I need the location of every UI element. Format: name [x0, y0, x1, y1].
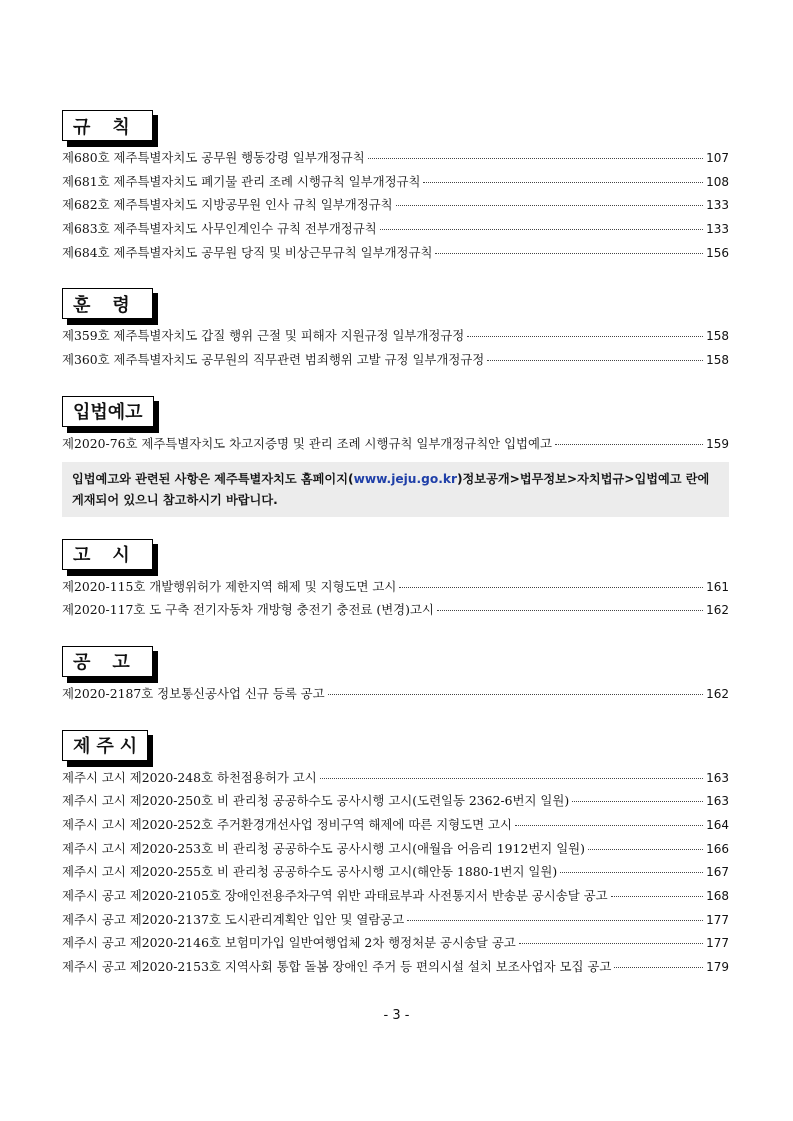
list-item[interactable]: 제2020-2187호 정보통신공사업 신규 등록 공고 162 [62, 685, 729, 701]
section-jeju-city [62, 730, 729, 981]
list-item[interactable]: 제683호 제주특별자치도 사무인계인수 규칙 전부개정규칙 133 [62, 221, 729, 237]
section-heading: 입법예고 [62, 396, 154, 428]
section-directives [62, 288, 729, 373]
list-item[interactable]: 제주시 고시 제2020-253호 비 관리청 공공하수도 공사시행 고시(애월읍 어음리 1912번지 일원) 166 [62, 840, 729, 856]
list-item[interactable]: 제682호 제주특별자치도 지방공무원 인사 규칙 일부개정규칙 133 [62, 197, 729, 213]
list-item[interactable]: 제주시 공고 제2020-2146호 보험미가입 일반여행업체 2차 행정처분 공시송달 공고 177 [62, 935, 729, 951]
section-heading: 규칙 [62, 110, 153, 142]
section-heading: 공고 [62, 646, 153, 678]
list-item[interactable]: 제주시 고시 제2020-250호 비 관리청 공공하수도 공사시행 고시(도련일동 2362-6번지 일원) 163 [62, 793, 729, 809]
list-item[interactable]: 제주시 고시 제2020-255호 비 관리청 공공하수도 공사시행 고시(해안동 1880-1번지 일원) 167 [62, 864, 729, 880]
section-rules [62, 110, 729, 266]
list-item[interactable]: 제681호 제주특별자치도 폐기물 관리 조례 시행규칙 일부개정규칙 108 [62, 173, 729, 189]
list-item[interactable]: 제주시 공고 제2020-2153호 지역사회 통합 돌봄 장애인 주거 등 편의시설 설치 보조사업자 모집 공고 179 [62, 959, 729, 975]
list-item[interactable]: 제2020-117호 도 구축 전기자동차 개방형 충전기 충전료 (변경)고시 162 [62, 602, 729, 618]
section-heading: 제주시 [62, 730, 148, 762]
list-item[interactable]: 제주시 공고 제2020-2137호 도시관리계획안 입안 및 열람공고 177 [62, 911, 729, 927]
list-item[interactable]: 제680호 제주특별자치도 공무원 행동강령 일부개정규칙 107 [62, 150, 729, 165]
list-item[interactable]: 제684호 제주특별자치도 공무원 당직 및 비상근무규칙 일부개정규칙 156 [62, 244, 729, 260]
list-item[interactable]: 제2020-76호 제주특별자치도 차고지증명 및 관리 조례 시행규칙 일부개정규칙안 입법예고 159 [62, 435, 729, 451]
page-number: - 3 - [383, 1008, 410, 1023]
list-item[interactable]: 제360호 제주특별자치도 공무원의 직무관련 범죄행위 고발 규정 일부개정규정 158 [62, 352, 729, 368]
section-public-notices [62, 646, 729, 708]
table-of-contents [62, 110, 729, 1003]
homepage-link[interactable]: www.jeju.go.kr [353, 471, 457, 486]
list-item[interactable]: 제주시 고시 제2020-248호 하천점용허가 고시 163 [62, 769, 729, 785]
list-item[interactable]: 제주시 공고 제2020-2105호 장애인전용주차구역 위반 과태료부과 사전통지서 반송분 공시송달 공고 168 [62, 888, 729, 903]
section-heading: 훈령 [62, 288, 153, 320]
list-item[interactable]: 제359호 제주특별자치도 갑질 행위 근절 및 피해자 지원규정 일부개정규정 158 [62, 328, 729, 344]
section-announcements [62, 539, 729, 624]
notice-box: 입법예고와 관련된 사항은 제주특별자치도 홈페이지(www.jeju.go.kr)정보공개>법무정보>자치법규>입법예고 란에 게재되어 있으니 참고하시기 바랍니다. [62, 462, 729, 517]
list-item[interactable]: 제주시 고시 제2020-252호 주거환경개선사업 정비구역 해제에 따른 지형도면 고시 164 [62, 816, 729, 832]
section-legislative-notice [62, 396, 729, 517]
list-item[interactable]: 제2020-115호 개발행위허가 제한지역 해제 및 지형도면 고시 161 [62, 578, 729, 594]
section-heading: 고시 [62, 539, 153, 571]
